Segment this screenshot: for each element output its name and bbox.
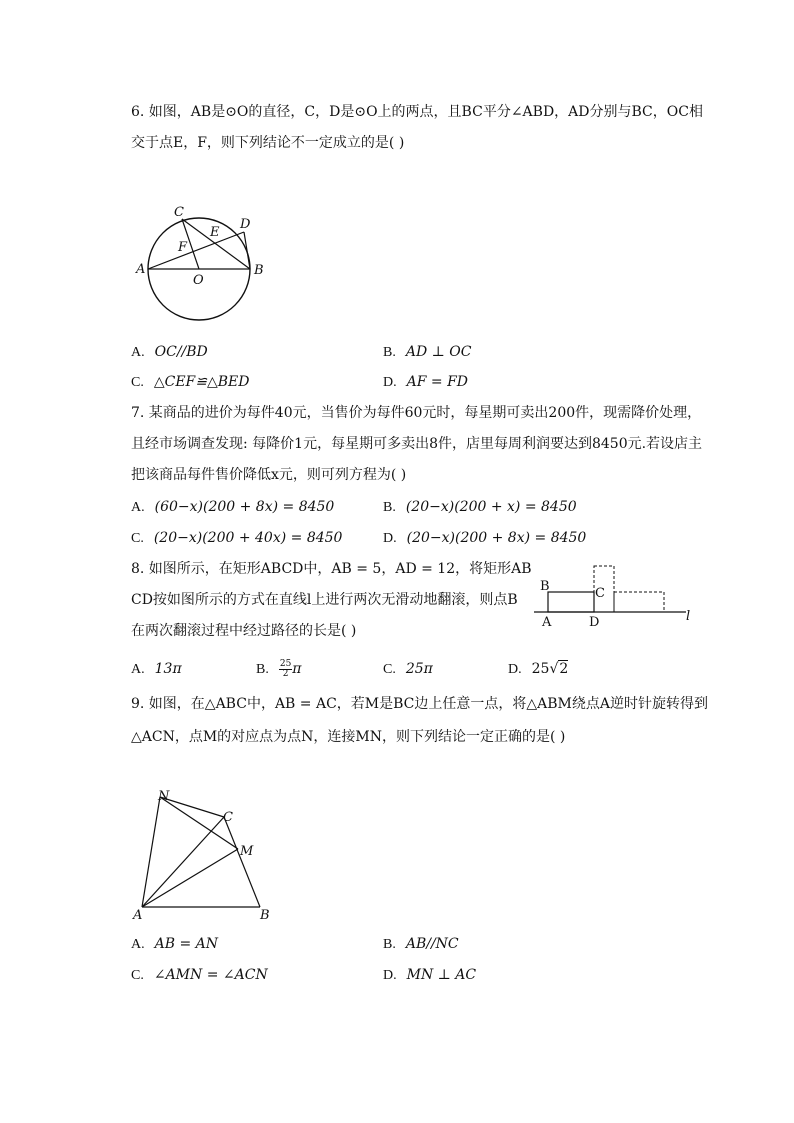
q6-stem-line2: 交于点E，F，则下列结论不一定成立的是( ) <box>131 135 405 151</box>
q7-stem-line2: 且经市场调查发现: 每降价1元，每星期可多卖出8件，店里每周利润要达到8450元.若设店主 <box>131 436 703 452</box>
q6-option-a[interactable]: A. OC//BD <box>131 344 208 360</box>
q7-option-c[interactable]: C. (20−x)(200 + 40x) = 8450 <box>131 530 343 546</box>
q7-option-d[interactable]: D. (20−x)(200 + 8x) = 8450 <box>383 530 587 546</box>
q6-option-d[interactable]: D. AF = FD <box>383 374 469 390</box>
q8-option-a[interactable]: A. 13π <box>131 661 182 677</box>
sqrt-sign-icon: √ <box>549 661 559 677</box>
q9-label-c: C <box>223 810 233 825</box>
q7-option-b[interactable]: B. (20−x)(200 + x) = 8450 <box>383 499 577 515</box>
q8-label-l: l <box>686 609 691 624</box>
q8-label-c: C <box>595 586 605 601</box>
q6-label-f: F <box>178 240 188 255</box>
q6-label-c: C <box>174 205 184 220</box>
q9-label-a: A <box>133 908 143 923</box>
q6-label-b: B <box>254 263 264 278</box>
q9-stem-line2: △ACN，点M的对应点为点N，连接MN，则下列结论一定正确的是( ) <box>131 729 566 745</box>
q6-label-d: D <box>240 217 251 232</box>
q6-label-o: O <box>193 273 204 288</box>
q6-label-e: E <box>210 225 220 240</box>
q8-stem-line2: CD按如图所示的方式在直线l上进行两次无滑动地翻滚，则点B <box>131 592 518 608</box>
q7-option-a[interactable]: A. (60−x)(200 + 8x) = 8450 <box>131 499 335 515</box>
q7-stem-line3: 把该商品每件售价降低x元，则可列方程为( ) <box>131 467 407 483</box>
q9-figure-triangle <box>130 785 280 925</box>
q8-label-d: D <box>589 615 600 630</box>
q9-label-b: B <box>260 908 270 923</box>
q9-stem-line1: 9. 如图，在△ABC中，AB = AC，若M是BC边上任意一点，将△ABM绕点A逆时针旋转得到 <box>131 696 708 712</box>
q9-option-c[interactable]: C. ∠AMN = ∠ACN <box>131 967 268 983</box>
q8-label-b: B <box>540 579 550 594</box>
q8-figure-rectangles <box>530 560 700 630</box>
q8-option-b[interactable]: B. $\frac{25}{2}$ π <box>256 658 302 679</box>
q9-option-d[interactable]: D. MN ⊥ AC <box>383 967 477 983</box>
q7-stem-line1: 7. 某商品的进价为每件40元，当售价为每件60元时，每星期可卖出200件，现需降价处理， <box>131 405 702 421</box>
q6-label-a: A <box>136 262 146 277</box>
q8-stem-line1: 8. 如图所示，在矩形ABCD中，AB = 5，AD = 12，将矩形AB <box>131 561 532 577</box>
q8-stem-line3: 在两次翻滚过程中经过路径的长是( ) <box>131 623 357 639</box>
q8-label-a: A <box>542 615 552 630</box>
q9-label-n: N <box>158 789 170 804</box>
q9-option-b[interactable]: B. AB//NC <box>383 936 459 952</box>
q9-label-m: M <box>240 844 254 859</box>
q8-option-c[interactable]: C. 25π <box>383 661 433 677</box>
q6-option-c[interactable]: C. △CEF≌△BED <box>131 374 250 390</box>
q8-option-d[interactable]: D. 25√2 <box>508 661 569 677</box>
q9-option-a[interactable]: A. AB = AN <box>131 936 219 952</box>
q6-option-b[interactable]: B. AD ⊥ OC <box>383 344 472 360</box>
q6-figure-circle <box>130 200 280 330</box>
q6-stem-line1: 6. 如图，AB是⊙O的直径，C，D是⊙O上的两点，且BC平分∠ABD，AD分别与BC，OC相 <box>131 104 703 120</box>
